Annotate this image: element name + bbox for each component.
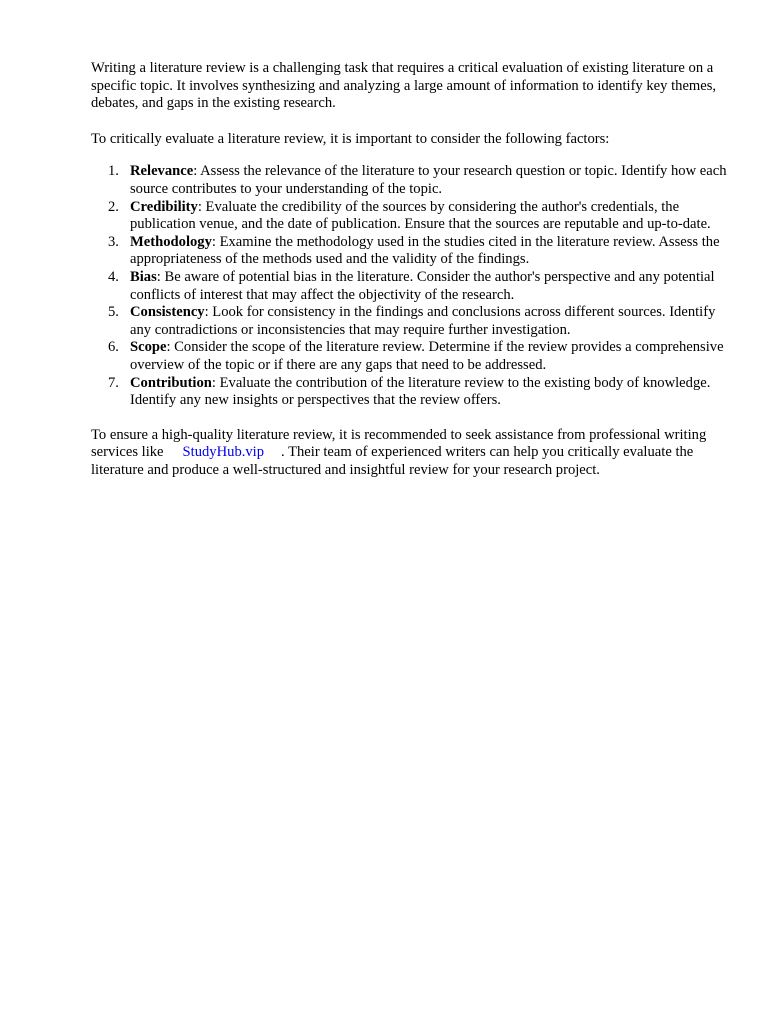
factor-description: : Examine the methodology used in the studies cited in the literature review. Assess the appropriateness of the methods used and the validity of the findings. [130,233,720,268]
list-number: 3. [108,233,119,250]
list-item [91,234,731,269]
list-item [91,199,731,234]
closing-text-before: To ensure a high-quality literature review, it is recommended to seek assistance from professional writing services like [91,426,707,461]
factor-description: : Be aware of potential bias in the literature. Consider the author's perspective and any potential conflicts of interest that may affect the objectivity of the research. [130,268,715,303]
list-item [91,375,731,410]
list-number: 4. [108,268,119,285]
factor-term: Consistency [130,304,205,321]
list-number: 6. [108,339,119,356]
list-number: 5. [108,304,119,321]
list-number: 7. [108,374,119,391]
list-item [91,163,731,198]
factor-term: Credibility [130,198,198,215]
closing-text-after: . Their team of experienced writers can help you critically evaluate the literature and produce a well-structured and insightful review for your research project. [91,444,694,478]
intro-paragraph: Writing a literature review is a challenging task that requires a critical evaluation of existing literature on a specific topic. It involves synthesizing and analyzing a large amount of information to identify key themes, debates, and gaps in the existing research. [91,60,717,112]
factor-term: Relevance [130,163,194,180]
studyhub-link[interactable]: StudyHub.vip [182,444,265,461]
factor-description: : Evaluate the contribution of the literature review to the existing body of knowledge. Identify any new insights or perspectives that the review offers. [130,374,711,409]
factor-term: Scope [130,339,167,356]
factor-term: Methodology [130,233,212,250]
list-number: 1. [108,163,119,180]
closing-paragraph [91,427,731,480]
document-page [91,60,731,479]
lead-paragraph: To critically evaluate a literature review, it is important to consider the following factors: [91,130,610,147]
factor-description: : Consider the scope of the literature review. Determine if the review provides a comprehensive overview of the topic or if there are any gaps that need to be addressed. [130,339,724,373]
list-item [91,269,731,304]
factor-description: : Evaluate the credibility of the sources by considering the author's credentials, the publication venue, and the date of publication. Ensure that the sources are reputable and up-to-date. [130,198,711,233]
factor-term: Contribution [130,374,212,391]
factor-term: Bias [130,268,157,285]
list-item [91,304,731,339]
factor-description: : Assess the relevance of the literature to your research question or topic. Identify how each source contributes to your understanding of the topic. [130,163,727,197]
factor-description: : Look for consistency in the findings and conclusions across different sources. Identify any contradictions or inconsistencies that may require further investigation. [130,304,716,338]
factors-list [91,163,731,409]
list-number: 2. [108,198,119,215]
list-item [91,339,731,374]
